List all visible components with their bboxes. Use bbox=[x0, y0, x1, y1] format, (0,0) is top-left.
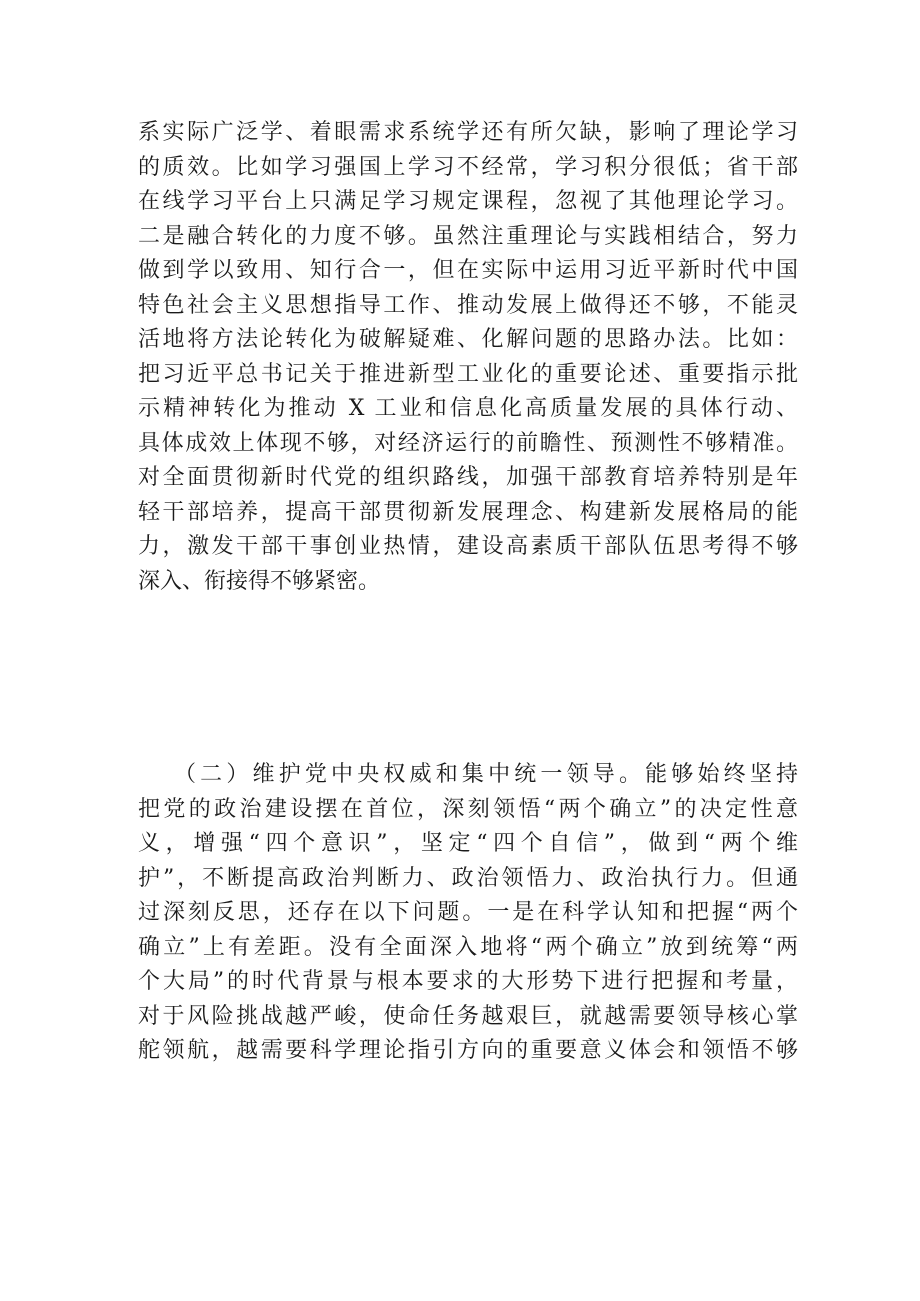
text-line: 力，激发干部干事创业热情，建设高素质干部队伍思考得不够 bbox=[138, 534, 798, 559]
text-line: 的质效。比如学习强国上学习不经常，学习积分很低；省干部 bbox=[138, 154, 798, 180]
text-line: 舵领航，越需要科学理论指引方向的重要意义体会和领悟不够 bbox=[138, 1038, 798, 1063]
text-line: 护”，不断提高政治判断力、政治领悟力、政治执行力。但通 bbox=[138, 865, 798, 891]
text-line: 做到学以致用、知行合一，但在实际中运用习近平新时代中国 bbox=[138, 258, 798, 283]
text-line: 个大局”的时代背景与根本要求的大形势下进行把握和考量， bbox=[138, 969, 798, 994]
text-line: 在线学习平台上只满足学习规定课程，忽视了其他理论学习。 bbox=[138, 189, 798, 214]
text-line: 深入、衔接得不够紧密。 bbox=[138, 568, 381, 594]
text-line: 特色社会主义思想指导工作、推动发展上做得还不够，不能灵 bbox=[138, 292, 798, 318]
paragraph-theory-study bbox=[138, 116, 798, 599]
section-heading-line: （二）维护党中央权威和集中统一领导。能够始终坚持 bbox=[174, 762, 798, 787]
text-line: 对于风险挑战越严峻，使命任务越艰巨，就越需要领导核心掌 bbox=[138, 1003, 798, 1029]
text-line: 对全面贯彻新时代党的组织路线，加强干部教育培养特别是年 bbox=[138, 465, 798, 490]
text-line: 过深刻反思，还存在以下问题。一是在科学认知和把握“两个 bbox=[138, 900, 798, 925]
text-line: 把习近平总书记关于推进新型工业化的重要论述、重要指示批 bbox=[138, 361, 798, 387]
text-line: 具体成效上体现不够，对经济运行的前瞻性、预测性不够精准。 bbox=[138, 430, 798, 456]
text-line: 把党的政治建设摆在首位，深刻领悟“两个确立”的决定性意 bbox=[138, 796, 798, 822]
text-line: 确立”上有差距。没有全面深入地将“两个确立”放到统筹“两 bbox=[138, 934, 798, 960]
text-line: 二是融合转化的力度不够。虽然注重理论与实践相结合，努力 bbox=[138, 223, 798, 249]
text-line: 轻干部培养，提高干部贯彻新发展理念、构建新发展格局的能 bbox=[138, 499, 798, 525]
text-line: 示精神转化为推动 X 工业和信息化高质量发展的具体行动、 bbox=[138, 396, 798, 421]
text-line: 义，增强“四个意识”，坚定“四个自信”，做到“两个维 bbox=[138, 831, 798, 856]
paragraph-central-authority bbox=[138, 758, 798, 1069]
text-line: 系实际广泛学、着眼需求系统学还有所欠缺，影响了理论学习 bbox=[138, 120, 798, 145]
text-line: 活地将方法论转化为破解疑难、化解问题的思路办法。比如： bbox=[138, 327, 798, 352]
